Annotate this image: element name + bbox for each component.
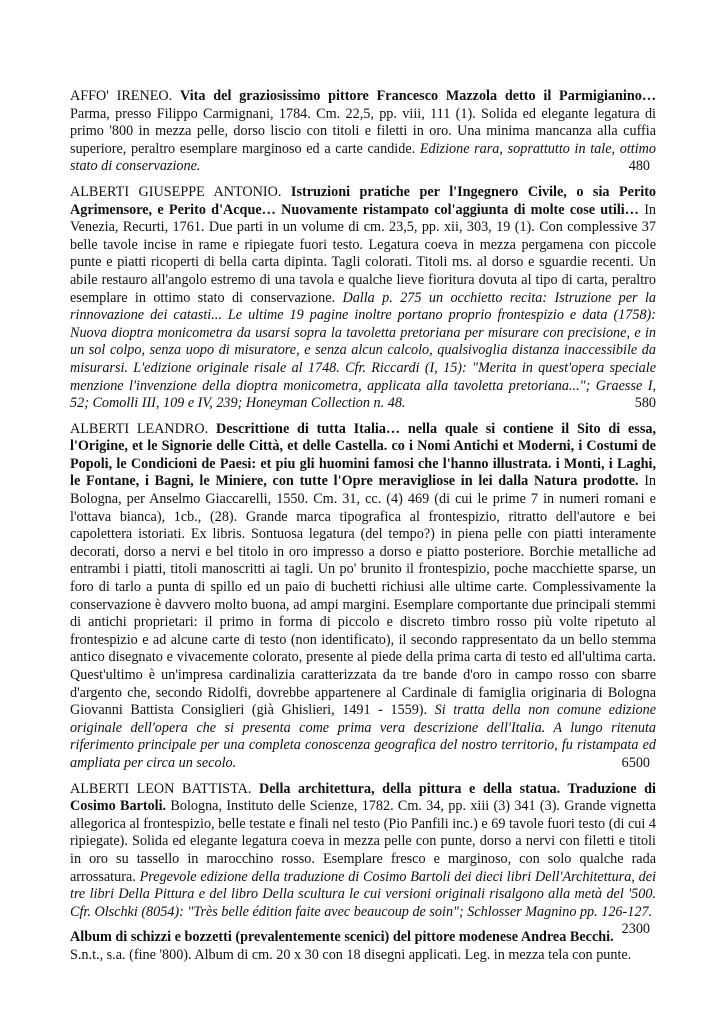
entry-author: AFFO' IRENEO. <box>70 88 173 104</box>
entry-note: Edizione rara, soprattutto in tale, ottimo stato di conservazione. <box>70 140 656 175</box>
entry-description: Bologna, Instituto delle Scienze, 1782. Cm. 34, pp. xiii (3) 341 (3). Grande vignetta allegorica al frontespizio, belle testate e finali nel testo (Pio Panfili inc.) e 69 tavole fuori testo (di cui 4 ripiegate). Solida ed elegante legatura coeva in mezza pelle con punte, dorso a nervi con filetti e titoli in oro su tassello in marocchino rosso. Esemplare fresco e marginoso, con solo qualche rada arrossatura. <box>70 798 657 885</box>
entry-note: Pregevole edizione della traduzione di Cosimo Bartoli dei dieci libri Dell'Architettura, dei tre libri Della Pittura e del libro Della scultura le cui versioni originali risalgono alla metà del '500. Cfr. Olschki (8054): "Très belle édition faite avec beaucoup de soin"; Schlosser Magnino pp. 126-127. <box>70 868 657 920</box>
entry-title: Vita del graziosissimo pittore Francesco Mazzola detto il Parmigianino… <box>179 88 657 104</box>
entry-price: 2300 <box>621 921 650 938</box>
entry-author: ALBERTI GIUSEPPE ANTONIO. <box>70 183 282 200</box>
catalogue-page <box>70 88 656 973</box>
entry-title: Album di schizzi e bozzetti (prevalentemente scenici) del pittore modenese Andrea Becchi. <box>70 929 614 946</box>
catalogue-entry <box>70 929 656 964</box>
entry-price: 480 <box>628 158 650 175</box>
entry-description: S.n.t., s.a. (fine '800). Album di cm. 20 x 30 con 18 disegni applicati. Leg. in mezza tela con punte. <box>70 946 632 963</box>
entry-title: Descrittione di tutta Italia… nella quale si contiene il Sito di essa, l'Origine, et le Signorie delle Città, et delle Castella. co i Nomi Antichi et Moderni, i Costumi de Popoli, le Condicioni de Paesi: et piu gli huomini famosi che l'hanno illustrata. i Monti, i Laghi, le Fontane, i Bagni, le Miniere, con tutte l'Opre meravigliose in lei dalla Natura prodotte. <box>70 420 656 490</box>
entry-title: Istruzioni pratiche per l'Ingegnero Civile, o sia Perito Agrimensore, e Perito d'Acque… Nuovamente ristampato col'aggiunta di molte cose utili… <box>70 183 657 218</box>
entry-author: ALBERTI LEANDRO. <box>70 420 209 437</box>
entry-author: ALBERTI LEON BATTISTA. <box>70 780 252 797</box>
entry-description: Parma, presso Filippo Carmignani, 1784. Cm. 22,5, pp. viii, 111 (1). Solida ed elegante legatura di primo '800 in mezza pelle, dorso liscio con titoli e filetti in oro. Una minima mancanza alla cuffia superiore, peraltro esemplare marginoso ed a carte candide. <box>70 105 656 157</box>
entry-description: In Venezia, Recurti, 1761. Due parti in un volume di cm. 23,5, pp. xii, 303, 19 (1). Con complessive 37 belle tavole incise in rame e ripiegate fuori testo. Legatura coeva in mezza pergamena con piccole punte e piatti ricoperti di bella carta dipinta. Tagli colorati. Titoli ms. al dorso e sguardie recenti. Un abile restauro all'angolo estremo di una tavola e qualche lieve fioritura dovuta al tipo di carta, peraltro esemplare in ottimo stato di conservazione. <box>70 201 657 306</box>
entry-price: 580 <box>634 395 656 412</box>
entry-description: In Bologna, per Anselmo Giaccarelli, 1550. Cm. 31, cc. (4) 469 (di cui le prime 7 in numeri romani e l'ottava bianca), 1cb., (28). Grande marca tipografica al frontespizio, ritratto dell'autore e bei capolettera istoriati. Ex libris. Sontuosa legatura (del tempo?) in piena pelle con piatti interamente decorati, dorso a nervi e bel titolo in oro impresso a dorso e piatto posteriore. Borchie metalliche ad entrambi i piatti, titoli manoscritti ai tagli. Un po' brunito il frontespizio, poche macchiette sparse, un foro di tarlo a punta di spillo ed un paio di buchetti richiusi alle ultime carte. Complessivamente la conservazione è davvero molto buona, ad ampi margini. Esemplare comportante due principali stemmi di antichi proprietari: il primo in forma di piccolo e discreto timbro rosso più volte ripetuto al frontespizio e ad alcune carte di testo (non identificato), il secondo rappresentato da un bello stemma antico disegnato e vivacemente colorato, presente al piede della prima carta di testo ed all'ultima carta. Quest'ultimo è un'impresa cardinalizia caratterizzata da tre bande d'oro in campo rosso con sbarre d'argento che, secondo Ridolfi, dovrebbe appartenere al Cardinale di famiglia originaria di Bologna Giovanni Battista Consiglieri (già Ghislieri, 1491 - 1559). <box>70 473 657 719</box>
catalogue-entry <box>70 88 656 176</box>
entry-note: Si tratta della non comune edizione originale dell'opera che si presenta come prima vera descrizione dell'Italia. A lungo ritenuta riferimento principale per una completa conoscenza geografica del nostro territorio, fu ristampata ed ampliata per circa un secolo. <box>70 702 657 771</box>
catalogue-entry <box>70 184 656 413</box>
catalogue-entry <box>70 421 656 773</box>
entry-note: Dalla p. 275 un occhietto recita: Istruzione per la rinnovazione dei catasti... Le ultime 19 pagine inoltre portano proprio frontespizio e data (1758): Nuova dioptra monicometra da usarsi sopra la tavoletta pretoriana per misurare con precisione, e in un sol colpo, senza uopo di misuratore, e senza alcun calcolo, qualsivoglia distanza inaccessibile da misurarsi. L'edizione originale risale al 1748. Cfr. Riccardi (I, 15): "Merita in quest'opera speciale menzione l'invenzione della dioptra monicometra, applicata alla tavoletta pretoriana..."; Graesse I, 52; Comolli III, 109 e IV, 239; Honeyman Collection n. 48. <box>70 289 656 412</box>
entry-title: Della architettura, della pittura e della statua. Traduzione di Cosimo Bartoli. <box>70 780 657 815</box>
entry-price: 6500 <box>621 754 650 771</box>
